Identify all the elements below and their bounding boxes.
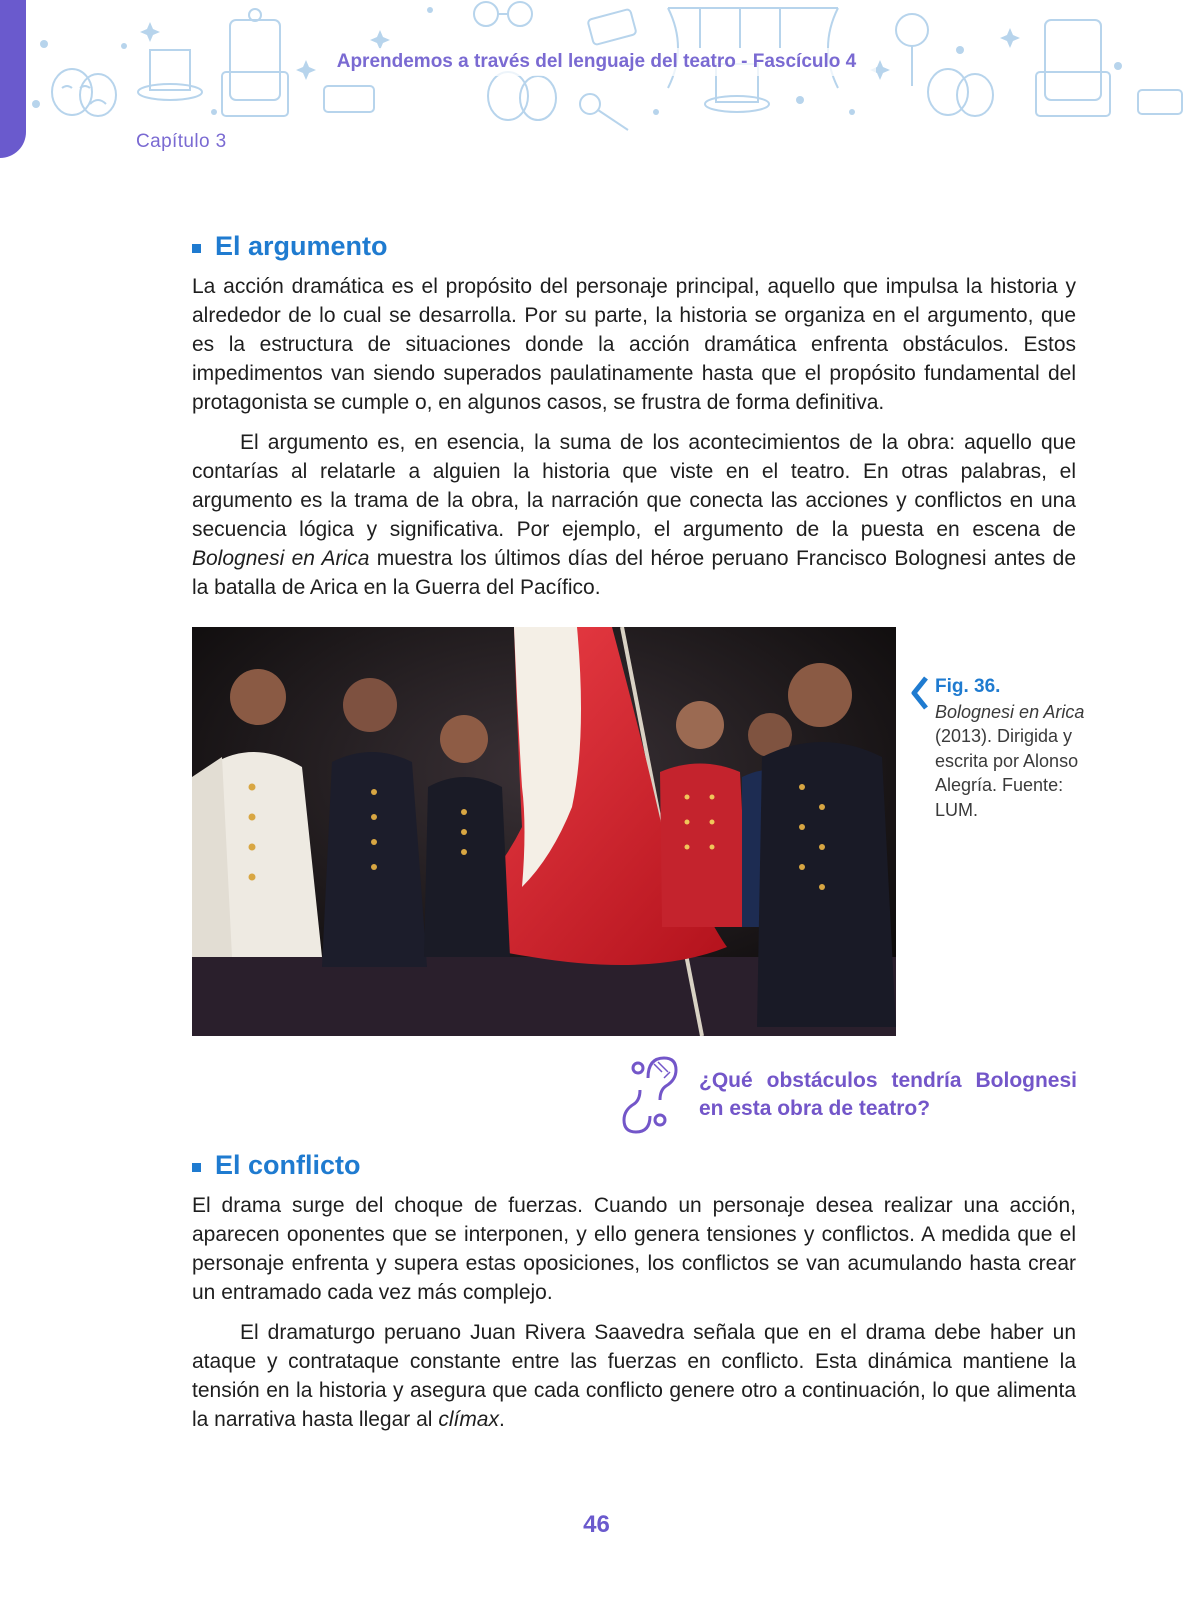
chevron-left-icon (910, 676, 930, 710)
section-heading-argumento (192, 231, 388, 262)
question-marks-icon (620, 1050, 678, 1140)
theater-masks-icon (52, 69, 116, 116)
figure-label: Fig. 36. (935, 676, 1001, 697)
photo-bolognesi-en-arica (192, 627, 896, 1036)
microphone-icon (580, 94, 628, 130)
reflection-question: ¿Qué obstáculos tendría Bolognesi en esta obra de teatro? (699, 1069, 1077, 1120)
section-heading-text: El conflicto (215, 1150, 361, 1180)
heading-bullet-icon (192, 1163, 201, 1172)
paragraph: El dramaturgo peruano Juan Rivera Saavedra señala que en el drama debe haber un ataque y contrataque constante entre las fuerzas en conflicto. Esta dinámica mantiene la tensión en la historia y asegura que cada conflicto genere otro a continuación, lo que alimenta la narrativa hasta llegar al clímax. (192, 1321, 1076, 1431)
section-heading-text: El argumento (215, 231, 388, 261)
chapter-label: Capítulo 3 (136, 131, 227, 152)
climax-term: clímax (438, 1408, 499, 1431)
binoculars-icon (474, 2, 532, 26)
film-camera-icon (896, 14, 928, 86)
figure-caption (935, 674, 1085, 823)
series-title: Aprendemos a través del lenguaje del teatro - Fascículo 4 (336, 51, 857, 72)
figure-caption-text: (2013). Dirigida y escrita por Alonso Alegría. Fuente: LUM. (935, 726, 1079, 820)
paragraph: El argumento es, en esencia, la suma de los acontecimientos de la obra: aquello que contarías al relatarle a alguien la historia que viste en el teatro. En otras palabras, el argumento es la trama de la obra, la narración que conecta las acciones y conflictos en una secuencia lógica y significativa. Por ejemplo, el argumento de la puesta en escena de Bolognesi en Arica muestra los últimos días del héroe peruano Francisco Bolognesi antes de la batalla de Arica en la Guerra del Pacífico. (192, 431, 1076, 599)
section-heading-conflicto (192, 1150, 361, 1181)
page-number: 46 (583, 1511, 610, 1538)
figure-play-title: Bolognesi en Arica (935, 701, 1085, 722)
paragraph: La acción dramática es el propósito del personaje principal, aquello que impulsa la historia y alrededor de lo cual se desarrolla. Por su parte, la historia se organiza en el argumento, que es la estructura de situaciones donde la acción dramática enfrenta obstáculos. Estos impedimentos van siendo superados paulatinamente hasta que el propósito fundamental del protagonista se cumple o, en algunos casos, se frustra de forma definitiva. (192, 275, 1076, 414)
play-title: Bolognesi en Arica (192, 547, 370, 570)
heading-bullet-icon (192, 244, 201, 253)
paragraph: El drama surge del choque de fuerzas. Cuando un personaje desea realizar una acción, aparecen oponentes que se interponen, y ello genera tensiones y conflictos. A medida que el personaje enfrenta y supera estas oposiciones, los conflictos se van acumulando hasta crear un entramado cada vez más complejo. (192, 1194, 1076, 1304)
